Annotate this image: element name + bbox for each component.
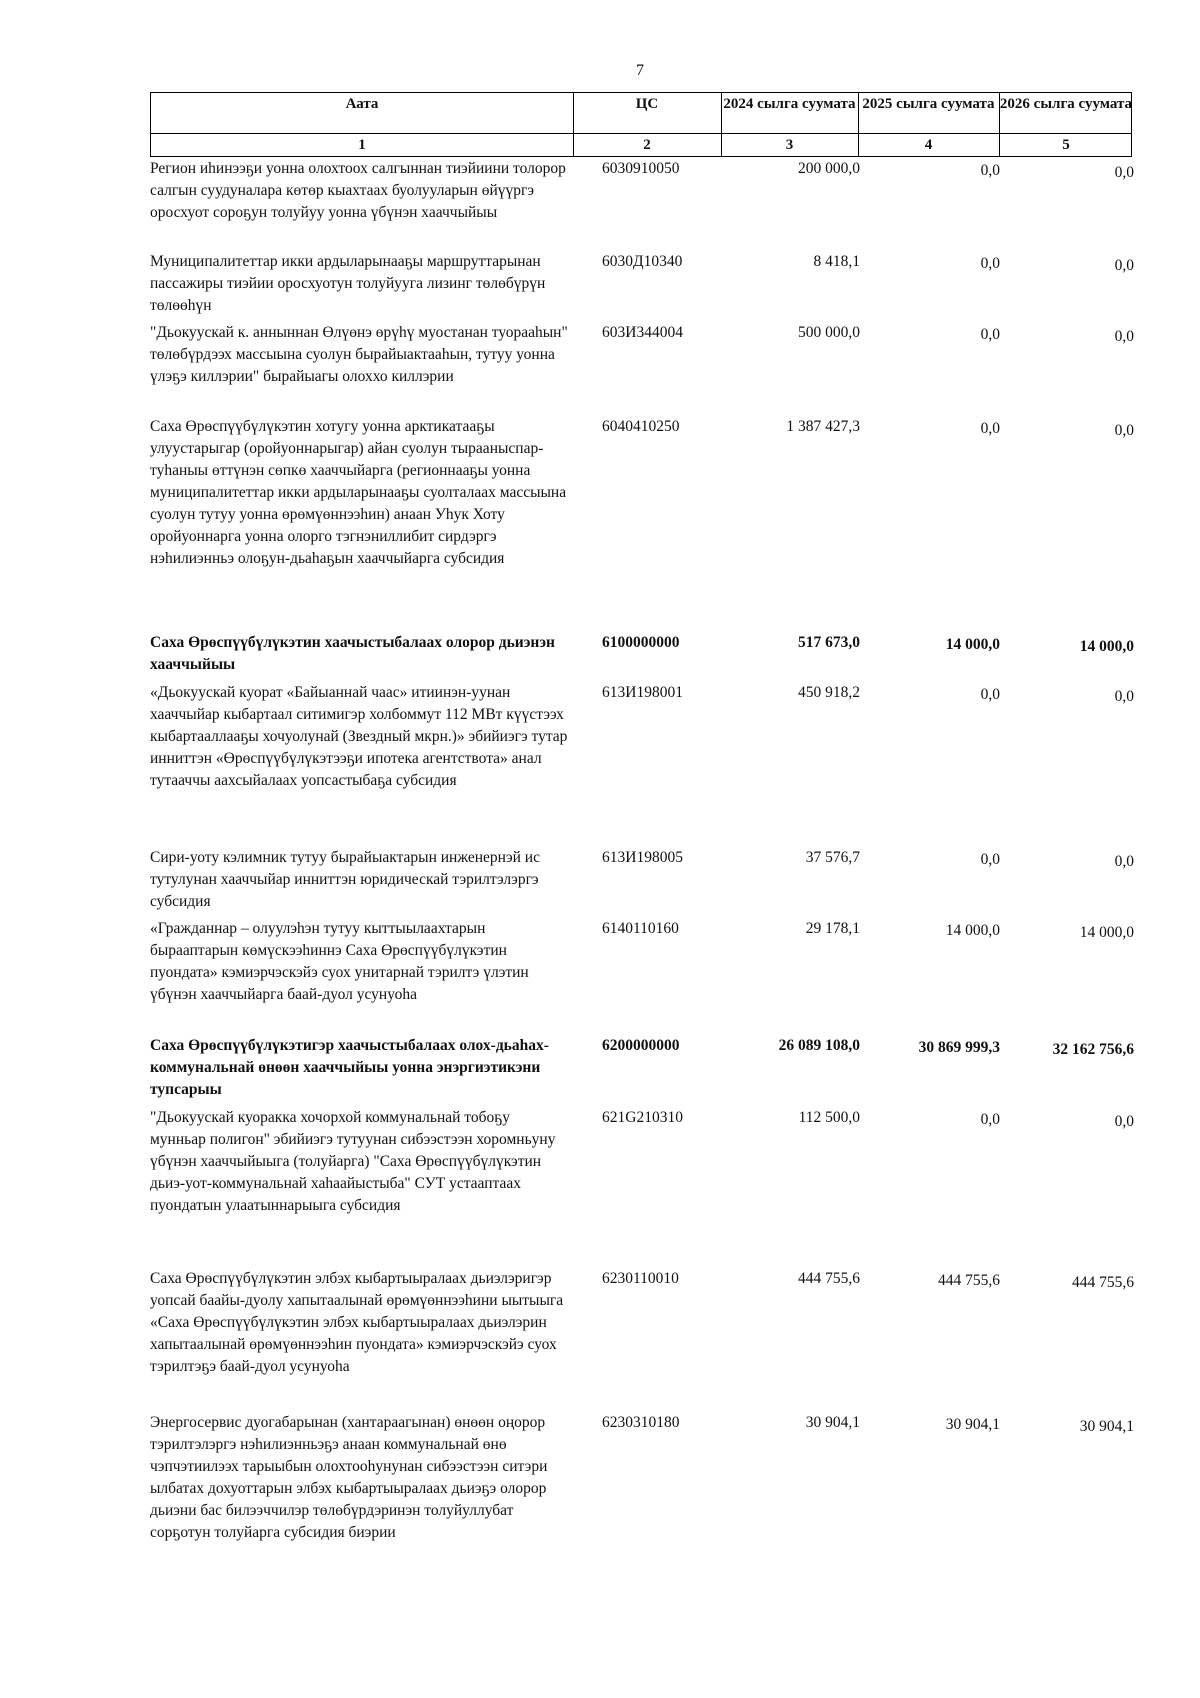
header-num-3: 3 [785, 137, 794, 153]
row-value-2025: 0,0 [980, 255, 1000, 272]
header-num-1: 1 [358, 137, 366, 153]
header-col-2026: 2026 сылга суумата [999, 96, 1133, 112]
row-name: Регион иһинээҕи уонна олохтоох салгыннан тиэйиини толорор салгын суудуналара көтөр кыахтаах буолууларын өйүүргэ оросхуот сороҕун толуйуу уонна үбүнэн хааччыйыы [150, 160, 566, 221]
row-value-2024: 26 089 108,0 [778, 1037, 860, 1054]
row-value-2026: 14 000,0 [1079, 924, 1134, 941]
row-name: Саха Өрөспүүбүлүкэтин элбэх кыбартыыралаах дьиэлэригэр уопсай баайы-дуолу хапытаалынай өрөмүөннээһини ыытыыга «Саха Өрөспүүбүлүкэтин элбэх кыбартыыралаах дьиэлэрин хапытаалынай өрөмүөннээһин пуондата» кэмиэрчэскэйэ суох тэрилтэҕэ баай-дуол усунуоһа [150, 1270, 564, 1375]
row-code: 603И344004 [602, 324, 683, 341]
row-code: 6200000000 [602, 1037, 680, 1054]
header-col-name: Аата [345, 96, 379, 112]
header-num-4: 4 [924, 137, 933, 153]
row-name: "Дьокуускай к. анныннан Өлүөнэ өрүһү муостанан туораaһын" төлөбүрдээх массыына суолун бырайыактааһын, тутуу уонна үлэҕэ киллэрии" бырайыагы олоххо киллэрии [150, 324, 568, 385]
row-name: Энергосервис дуогабарынан (хантараагынан) өнөөн оңорор тэрилтэлэргэ нэһилиэнньэҕэ анаан коммунальнай өнө чэпчэтиилээх тарыыбын олохтооһунунан сибээстээн ситэри ылбатах дохуоттарын элбэх кыбартыыралаах дьиэҕэ олорор дьиэни бас билээччилэр төлөбүрдэринэн толуйуллубат сорҕотун толуйарга субсидия биэрии [150, 1414, 548, 1541]
row-value-2024: 29 178,1 [805, 920, 860, 937]
header-col-code: ЦС [635, 96, 659, 112]
row-code: 6140110160 [602, 920, 679, 937]
row-value-2025: 0,0 [980, 851, 1000, 868]
row-name: Сири-уоту кэлимник тутуу бырайыактарын инженернэй ис тутулунан хааччыйар инниттэн юридическай тэрилтэлэргэ субсидия [150, 849, 540, 910]
row-code: 6030910050 [602, 160, 680, 177]
row-name: Муниципалитеттар икки ардыларынааҕы маршруттарынан пассажиры тиэйии оросхуотун толуйууга лизинг төлөбүрүн төлөөһүн [150, 253, 546, 314]
header-num-2: 2 [643, 137, 651, 153]
row-code: 6030Д10340 [602, 253, 683, 270]
row-value-2024: 444 755,6 [798, 1270, 860, 1287]
row-value-2024: 517 673,0 [798, 634, 860, 651]
row-name: Саха Өрөспүүбүлүкэтигэр хаачыстыбалаах олох-дьаһах-коммунальнай өнөөн хааччыйыы уонна энэргиэтикэни тупсарыы [150, 1037, 549, 1098]
row-value-2025: 0,0 [980, 162, 1000, 179]
row-code: 621G210310 [602, 1109, 683, 1126]
table-header [150, 92, 1132, 157]
row-value-2024: 500 000,0 [798, 324, 860, 341]
row-name: Саха Өрөспүүбүлүкэтин хаачыстыбалаах олорор дьиэнэн хааччыйыы [150, 634, 555, 673]
row-value-2025: 30 869 999,3 [918, 1039, 1000, 1056]
row-value-2026: 0,0 [1114, 328, 1134, 345]
row-value-2024: 37 576,7 [805, 849, 860, 866]
page-number: 7 [636, 62, 644, 79]
row-value-2026: 0,0 [1114, 1113, 1134, 1130]
row-code: 6230110010 [602, 1270, 679, 1287]
row-code: 6040410250 [602, 418, 680, 435]
row-code: 613И198001 [602, 684, 683, 701]
row-value-2026: 32 162 756,6 [1052, 1041, 1134, 1058]
row-code: 613И198005 [602, 849, 683, 866]
header-col-2025: 2025 сылга суумата [862, 96, 995, 112]
row-value-2026: 0,0 [1114, 422, 1134, 439]
row-value-2026: 0,0 [1114, 164, 1134, 181]
row-name: «Дьокуускай куорат «Байыаннай чаас» итиинэн-уунан хааччыйар кыбартаал ситимигэр холбоммут 112 МВт күүстээх кыбартааллааҕы хочуолунай (Звездный мкрн.)» эбийиэгэ тутар инниттэн «Өрөспүүбүлүкэтээҕи ипотека агентствота» анал тутааччы аахсыйалаах уопсастыбаҕа субсидия [150, 684, 568, 789]
row-value-2025: 30 904,1 [945, 1416, 1000, 1433]
row-value-2026: 0,0 [1114, 257, 1134, 274]
row-value-2024: 30 904,1 [805, 1414, 860, 1431]
row-value-2025: 444 755,6 [938, 1272, 1000, 1289]
row-value-2026: 30 904,1 [1079, 1418, 1134, 1435]
row-name: Саха Өрөспүүбүлүкэтин хотугу уонна арктикатааҕы улуустарыгар (оройуоннарыгар) айан суолун тырааныспар-туһаныы өттүнэн сөпкө хааччыйарга (регионнааҕы уонна муниципалитеттар икки ардыларынааҕы суолталаах массыына суолун тутуу уонна өрөмүөннээһин) анаан Уһук Хоту оройуоннарга уонна олорго тэгнэниллибит сирдэргэ нэһилиэнньэ олоҕун-дьаһаҕын хааччыйарга субсидия [150, 418, 567, 567]
row-name: «Гражданнар – олуулэһэн тутуу кыттыылаахтарын бырааптарын көмүскээһиннэ Саха Өрөспүүбүлүкэтин пуондата» кэмиэрчэскэйэ суох унитарнай тэрилтэ үлэтин үбүнэн хааччыйарга баай-дуол усунуоһа [150, 920, 529, 1003]
row-value-2025: 14 000,0 [945, 922, 1000, 939]
row-value-2026: 14 000,0 [1079, 638, 1134, 655]
row-value-2026: 0,0 [1114, 688, 1134, 705]
row-value-2026: 444 755,6 [1072, 1274, 1134, 1291]
row-value-2024: 112 500,0 [798, 1109, 860, 1126]
row-name: "Дьокуускай куоракка хочорхой коммунальнай тобоҕу мунньар полигон" эбийиэгэ тутуунан сибээстээн хоромньуну үбүнэн хааччыйыыга (толуйарга) "Саха Өрөспүүбүлүкэтин дьиэ-уот-коммунальнай хаһаайыстыба" СУТ устааптаах пуондатын улаатыннарыыга субсидия [150, 1109, 556, 1214]
row-value-2025: 0,0 [980, 1111, 1000, 1128]
row-value-2024: 8 418,1 [813, 253, 860, 270]
row-code: 6230310180 [602, 1414, 680, 1431]
row-value-2024: 450 918,2 [798, 684, 860, 701]
header-num-5: 5 [1062, 137, 1070, 153]
row-value-2025: 0,0 [980, 686, 1000, 703]
row-code: 6100000000 [602, 634, 680, 651]
row-value-2024: 1 387 427,3 [786, 418, 860, 435]
row-value-2026: 0,0 [1114, 853, 1134, 870]
row-value-2025: 14 000,0 [945, 636, 1000, 653]
row-value-2025: 0,0 [980, 420, 1000, 437]
row-value-2025: 0,0 [980, 326, 1000, 343]
row-value-2024: 200 000,0 [798, 160, 860, 177]
header-col-2024: 2024 сылга суумата [723, 96, 856, 112]
